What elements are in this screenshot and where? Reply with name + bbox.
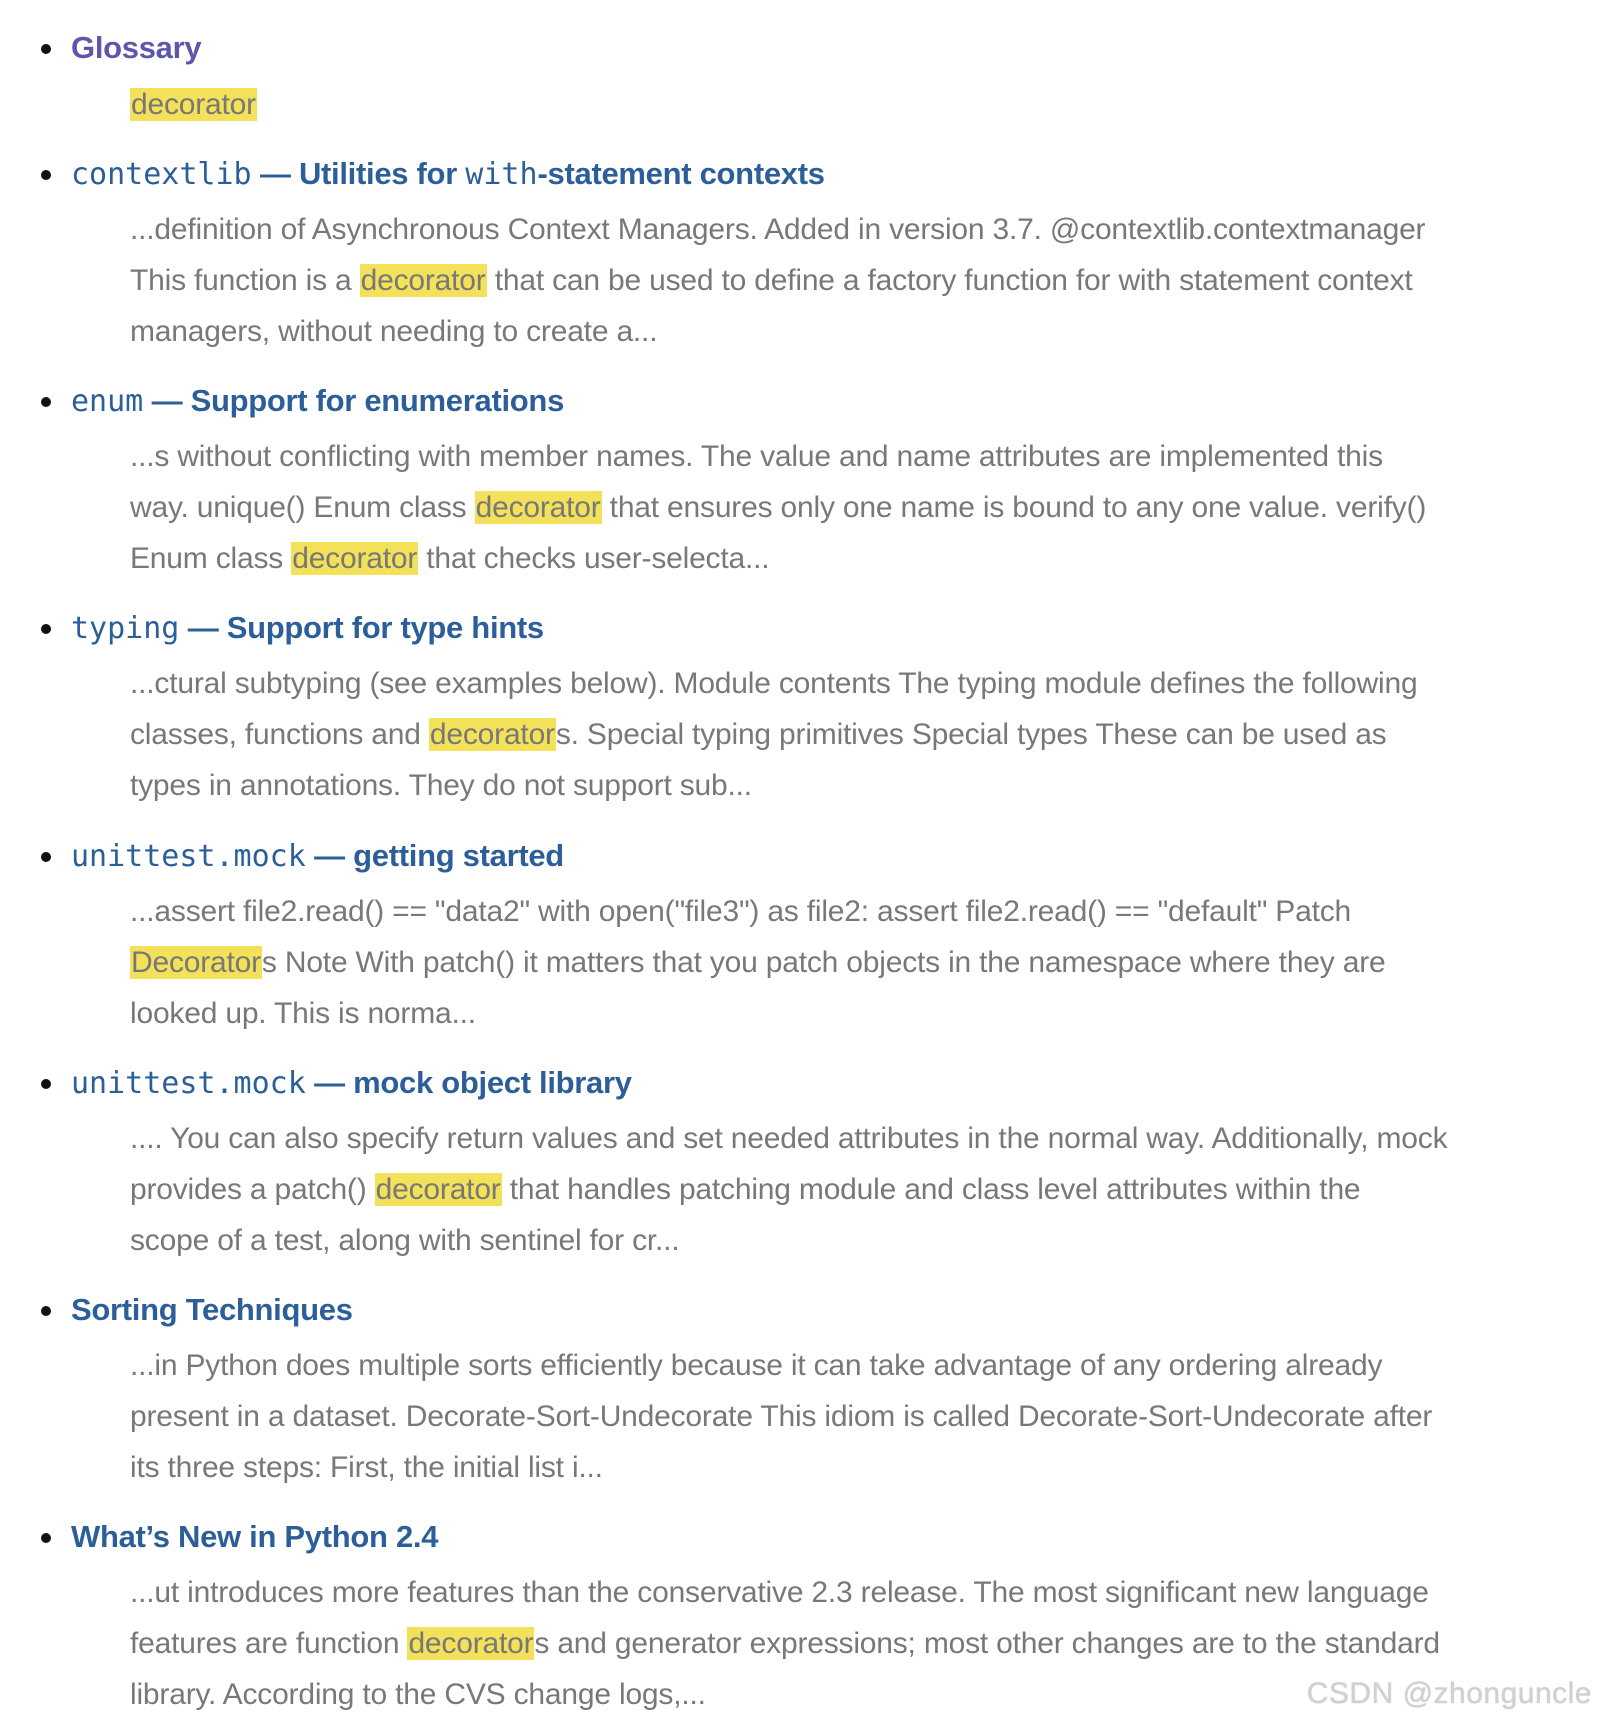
- snippet-text: ...definition of Asynchronous Context Managers. Added in version 3.7. @contextlib.contextmanager: [130, 213, 1426, 246]
- snippet-text: classes, functions and: [130, 718, 429, 751]
- snippet-line: [130, 709, 1590, 760]
- list-bullet: [41, 397, 51, 407]
- search-match-highlight: decorator: [131, 88, 256, 121]
- list-bullet: [41, 1079, 51, 1089]
- search-match-highlight: decorator: [292, 542, 418, 575]
- snippet-line: [130, 937, 1590, 988]
- result-title-link[interactable]: enum — Support for enumerations: [71, 383, 565, 419]
- snippet-text: s Note With patch() it matters that you patch objects in the namespace where they are: [261, 946, 1386, 979]
- snippet-line: [130, 1442, 1590, 1493]
- result-snippet: [130, 204, 1590, 357]
- result-title-link[interactable]: contextlib — Utilities for with-statement contexts: [71, 156, 825, 192]
- snippet-text: that handles patching module and class level attributes within the: [501, 1173, 1361, 1206]
- result-title-link[interactable]: What’s New in Python 2.4: [71, 1519, 439, 1554]
- result-snippet: [130, 1340, 1590, 1493]
- snippet-text: types in annotations. They do not support sub...: [130, 769, 752, 802]
- result-title-link[interactable]: unittest.mock — mock object library: [71, 1065, 632, 1101]
- result-snippet: [130, 431, 1590, 584]
- snippet-text: ...ut introduces more features than the conservative 2.3 release. The most significant new language: [130, 1576, 1429, 1609]
- watermark: CSDN @zhonguncle: [1306, 1677, 1592, 1710]
- snippet-line: [130, 1215, 1590, 1266]
- result-title-link[interactable]: Sorting Techniques: [71, 1292, 353, 1327]
- snippet-line: [130, 760, 1590, 811]
- snippet-text: scope of a test, along with sentinel for cr...: [130, 1224, 680, 1257]
- snippet-text: ...ctural subtyping (see examples below). Module contents The typing module defines the following: [130, 667, 1418, 700]
- snippet-text: present in a dataset. Decorate-Sort-Undecorate This idiom is called Decorate-Sort-Undecorate after: [130, 1400, 1433, 1433]
- list-bullet: [41, 1533, 51, 1543]
- snippet-text: s and generator expressions; most other changes are to the standard: [534, 1627, 1440, 1660]
- search-match-highlight: decorator: [429, 718, 555, 751]
- snippet-text: that checks user-selecta...: [418, 542, 770, 575]
- list-bullet: [41, 1306, 51, 1316]
- snippet-line: [130, 886, 1590, 937]
- search-match-highlight: decorator: [375, 1173, 501, 1206]
- snippet-text: Enum class: [130, 542, 292, 575]
- snippet-text: that ensures only one name is bound to any one value. verify(): [601, 491, 1427, 524]
- search-match-highlight: decorator: [475, 491, 601, 524]
- snippet-line: [130, 1567, 1590, 1618]
- result-title-link[interactable]: typing — Support for type hints: [71, 610, 544, 646]
- result-snippet: [130, 886, 1590, 1039]
- snippet-line: [130, 255, 1590, 306]
- snippet-text: way. unique() Enum class: [130, 491, 475, 524]
- snippet-line: [130, 306, 1590, 357]
- result-snippet: [130, 1113, 1590, 1266]
- snippet-line: [130, 431, 1590, 482]
- snippet-text: provides a patch(): [130, 1173, 375, 1206]
- snippet-text: managers, without needing to create a...: [130, 315, 658, 348]
- snippet-text: library. According to the CVS change logs,...: [130, 1678, 706, 1711]
- snippet-text: This function is a: [130, 264, 360, 297]
- snippet-line: [130, 1340, 1590, 1391]
- snippet-line: [130, 1113, 1590, 1164]
- snippet-text: its three steps: First, the initial list i...: [130, 1451, 603, 1484]
- snippet-text: ...in Python does multiple sorts efficiently because it can take advantage of any ordering already: [130, 1349, 1383, 1382]
- result-title-link[interactable]: unittest.mock — getting started: [71, 838, 564, 874]
- snippet-line: [130, 482, 1590, 533]
- snippet-line: [130, 533, 1590, 584]
- snippet-line: [130, 988, 1590, 1039]
- list-bullet: [41, 852, 51, 862]
- result-snippet: [130, 658, 1590, 811]
- list-bullet: [41, 170, 51, 180]
- snippet-text: looked up. This is norma...: [130, 997, 476, 1030]
- search-match-highlight: decorator: [360, 264, 486, 297]
- snippet-text: .... You can also specify return values and set needed attributes in the normal way. Additionally, mock: [130, 1122, 1448, 1155]
- snippet-text: ...s without conflicting with member names. The value and name attributes are implemented this: [130, 440, 1383, 473]
- snippet-line: [130, 204, 1590, 255]
- snippet-line: [130, 1391, 1590, 1442]
- snippet-text: ...assert file2.read() == "data2" with open("file3") as file2: assert file2.read() == "default" Patch: [130, 895, 1351, 928]
- result-title-link[interactable]: Glossary: [71, 30, 202, 65]
- search-match-highlight: Decorator: [131, 946, 261, 979]
- search-match-highlight: decorator: [408, 1627, 534, 1660]
- list-bullet: [41, 624, 51, 634]
- snippet-text: that can be used to define a factory function for with statement context: [486, 264, 1413, 297]
- snippet-line: [130, 79, 1590, 130]
- snippet-text: s. Special typing primitives Special types These can be used as: [555, 718, 1387, 751]
- snippet-text: features are function: [130, 1627, 408, 1660]
- snippet-line: [130, 1164, 1590, 1215]
- snippet-line: [130, 658, 1590, 709]
- result-snippet: [130, 79, 1590, 130]
- snippet-line: [130, 1618, 1590, 1669]
- list-bullet: [41, 44, 51, 54]
